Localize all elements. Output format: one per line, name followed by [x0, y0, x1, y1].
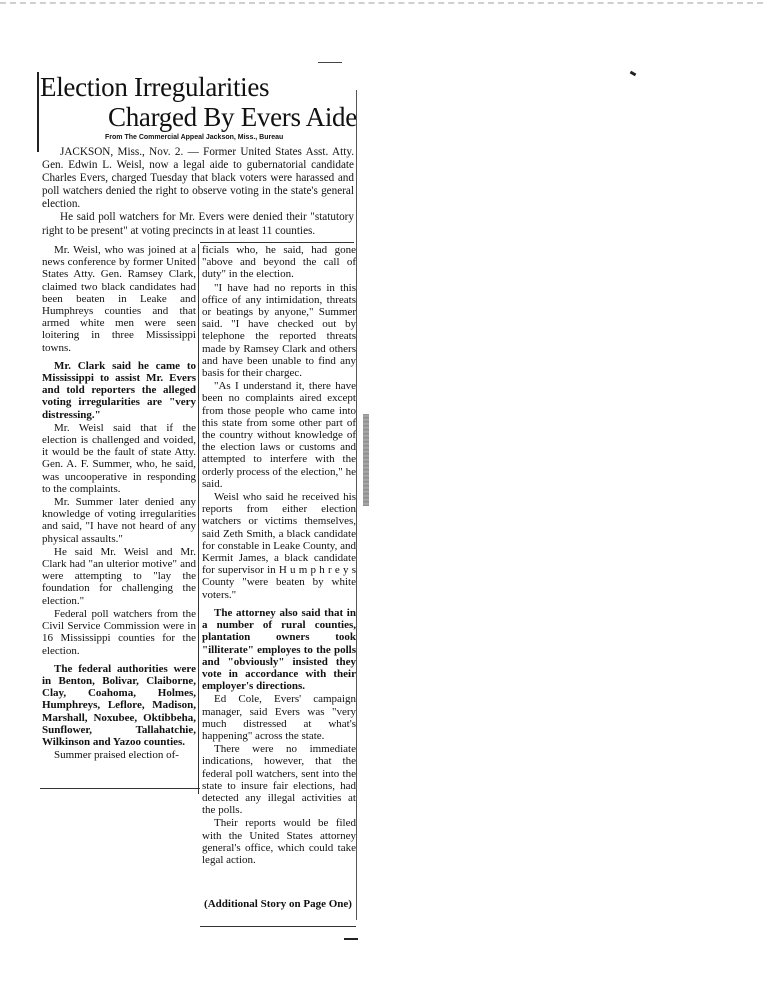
article-paragraph: Ed Cole, Evers' campaign manager, said Evers was "very much distressed at what's happening" across the state.	[202, 693, 356, 742]
article-paragraph: "I have had no reports in this office of any intimidation, threats or beatings by anyone," Summer said. "I have checked out by telephone the reported threats made by Ramsey Clark and others and have been unable to find any basis for their chargec.	[202, 281, 356, 380]
article-end-rule	[200, 926, 356, 927]
scan-speck	[630, 71, 637, 77]
column-top-rule	[200, 242, 354, 243]
article-paragraph: The federal authorities were in Benton, Bolivar, Claiborne, Clay, Coahoma, Holmes, Humphreys, Leflore, Madison, Marshall, Noxubee, Oktibbeha, Sunflower, Tallahatchie, Wilkinson and Yazoo counties.	[42, 662, 196, 748]
article-paragraph: Weisl who said he received his reports from either election watchers or victims themselves, said Zeth Smith, a black candidate for constable in Leake County, and Kermit James, a black candidate for supervisor in H u m p h r e y s County "were beaten by white voters."	[202, 491, 356, 601]
article-paragraph: The attorney also said that in a number of rural counties, plantation owners took "illiterate" employes to the polls and "obviously" insisted they vote in accordance with their employer's directions.	[202, 606, 356, 693]
additional-story-note: (Additional Story on Page One)	[204, 898, 352, 910]
headline-line-2: Charged By Evers Aide	[108, 102, 357, 132]
article-right-border	[356, 90, 357, 920]
article-paragraph: Mr. Clark said he came to Mississippi to assist Mr. Evers and told reporters the alleged voting irregularities are "very distressing."	[42, 359, 196, 421]
left-column-end-rule	[40, 788, 200, 789]
article-paragraph: Mr. Summer later denied any knowledge of voting irregularities and said, "I have not heard of any physical assaults."	[42, 496, 196, 545]
right-column	[202, 244, 356, 867]
lede-paragraph: He said poll watchers for Mr. Evers were denied their "statutory right to be present" at voting precincts in at least 11 counties.	[42, 211, 354, 237]
scan-top-edge	[0, 2, 763, 4]
column-divider	[198, 244, 199, 794]
scan-artifact	[363, 414, 369, 506]
article-paragraph: Summer praised election of-	[54, 749, 179, 762]
article-paragraph: Mr. Weisl said that if the election is challenged and voided, it would be the fault of state Atty. Gen. A. F. Summer, who, he said, was uncooperative in responding to the complaints.	[42, 421, 196, 495]
left-column	[42, 244, 196, 762]
article-paragraph: He said Mr. Weisl and Mr. Clark had "an ulterior motive" and were attempting to "lay the foundation for challenging the election."	[42, 545, 196, 607]
end-dash	[344, 938, 358, 940]
article-paragraph: Federal poll watchers from the Civil Service Commission were in 16 Mississippi counties for the election.	[42, 607, 196, 657]
article-paragraph: Their reports would be filed with the United States attorney general's office, which could take legal action.	[202, 817, 356, 866]
article-paragraph: "As I understand it, there have been no complaints aired except from those people who came into this state from some other part of the country without knowledge of the election laws or customs and attempted to interfere with the orderly process of the election," he said.	[202, 380, 356, 490]
lede-paragraphs	[42, 146, 354, 238]
headline-line-1: Election Irregularities	[40, 72, 270, 102]
article-paragraph: There were no immediate indications, however, that the federal poll watchers, sent into the state to insure fair elections, had detected any illegal activities at the polls.	[202, 743, 356, 817]
lede-paragraph: JACKSON, Miss., Nov. 2. — Former United States Asst. Atty. Gen. Edwin L. Weisl, now a legal aide to gubernatorial candidate Charles Evers, charged Tuesday that black voters were harassed and poll watchers denied the right to observe voting in the state's general election.	[42, 146, 354, 211]
article-paragraph: ficials who, he said, had gone "above and beyond the call of duty" in the election.	[202, 244, 356, 281]
top-rule	[318, 62, 342, 63]
article-paragraph: Mr. Weisl, who was joined at a news conference by former United States Atty. Gen. Ramsey Clark, claimed two black candidates had been beaten in Leake and Humphreys counties and that armed white men were seen loitering in three Mississippi towns.	[42, 244, 196, 354]
headline-left-rule	[37, 72, 39, 152]
bureau-credit: From The Commercial Appeal Jackson, Miss., Bureau	[105, 134, 284, 141]
